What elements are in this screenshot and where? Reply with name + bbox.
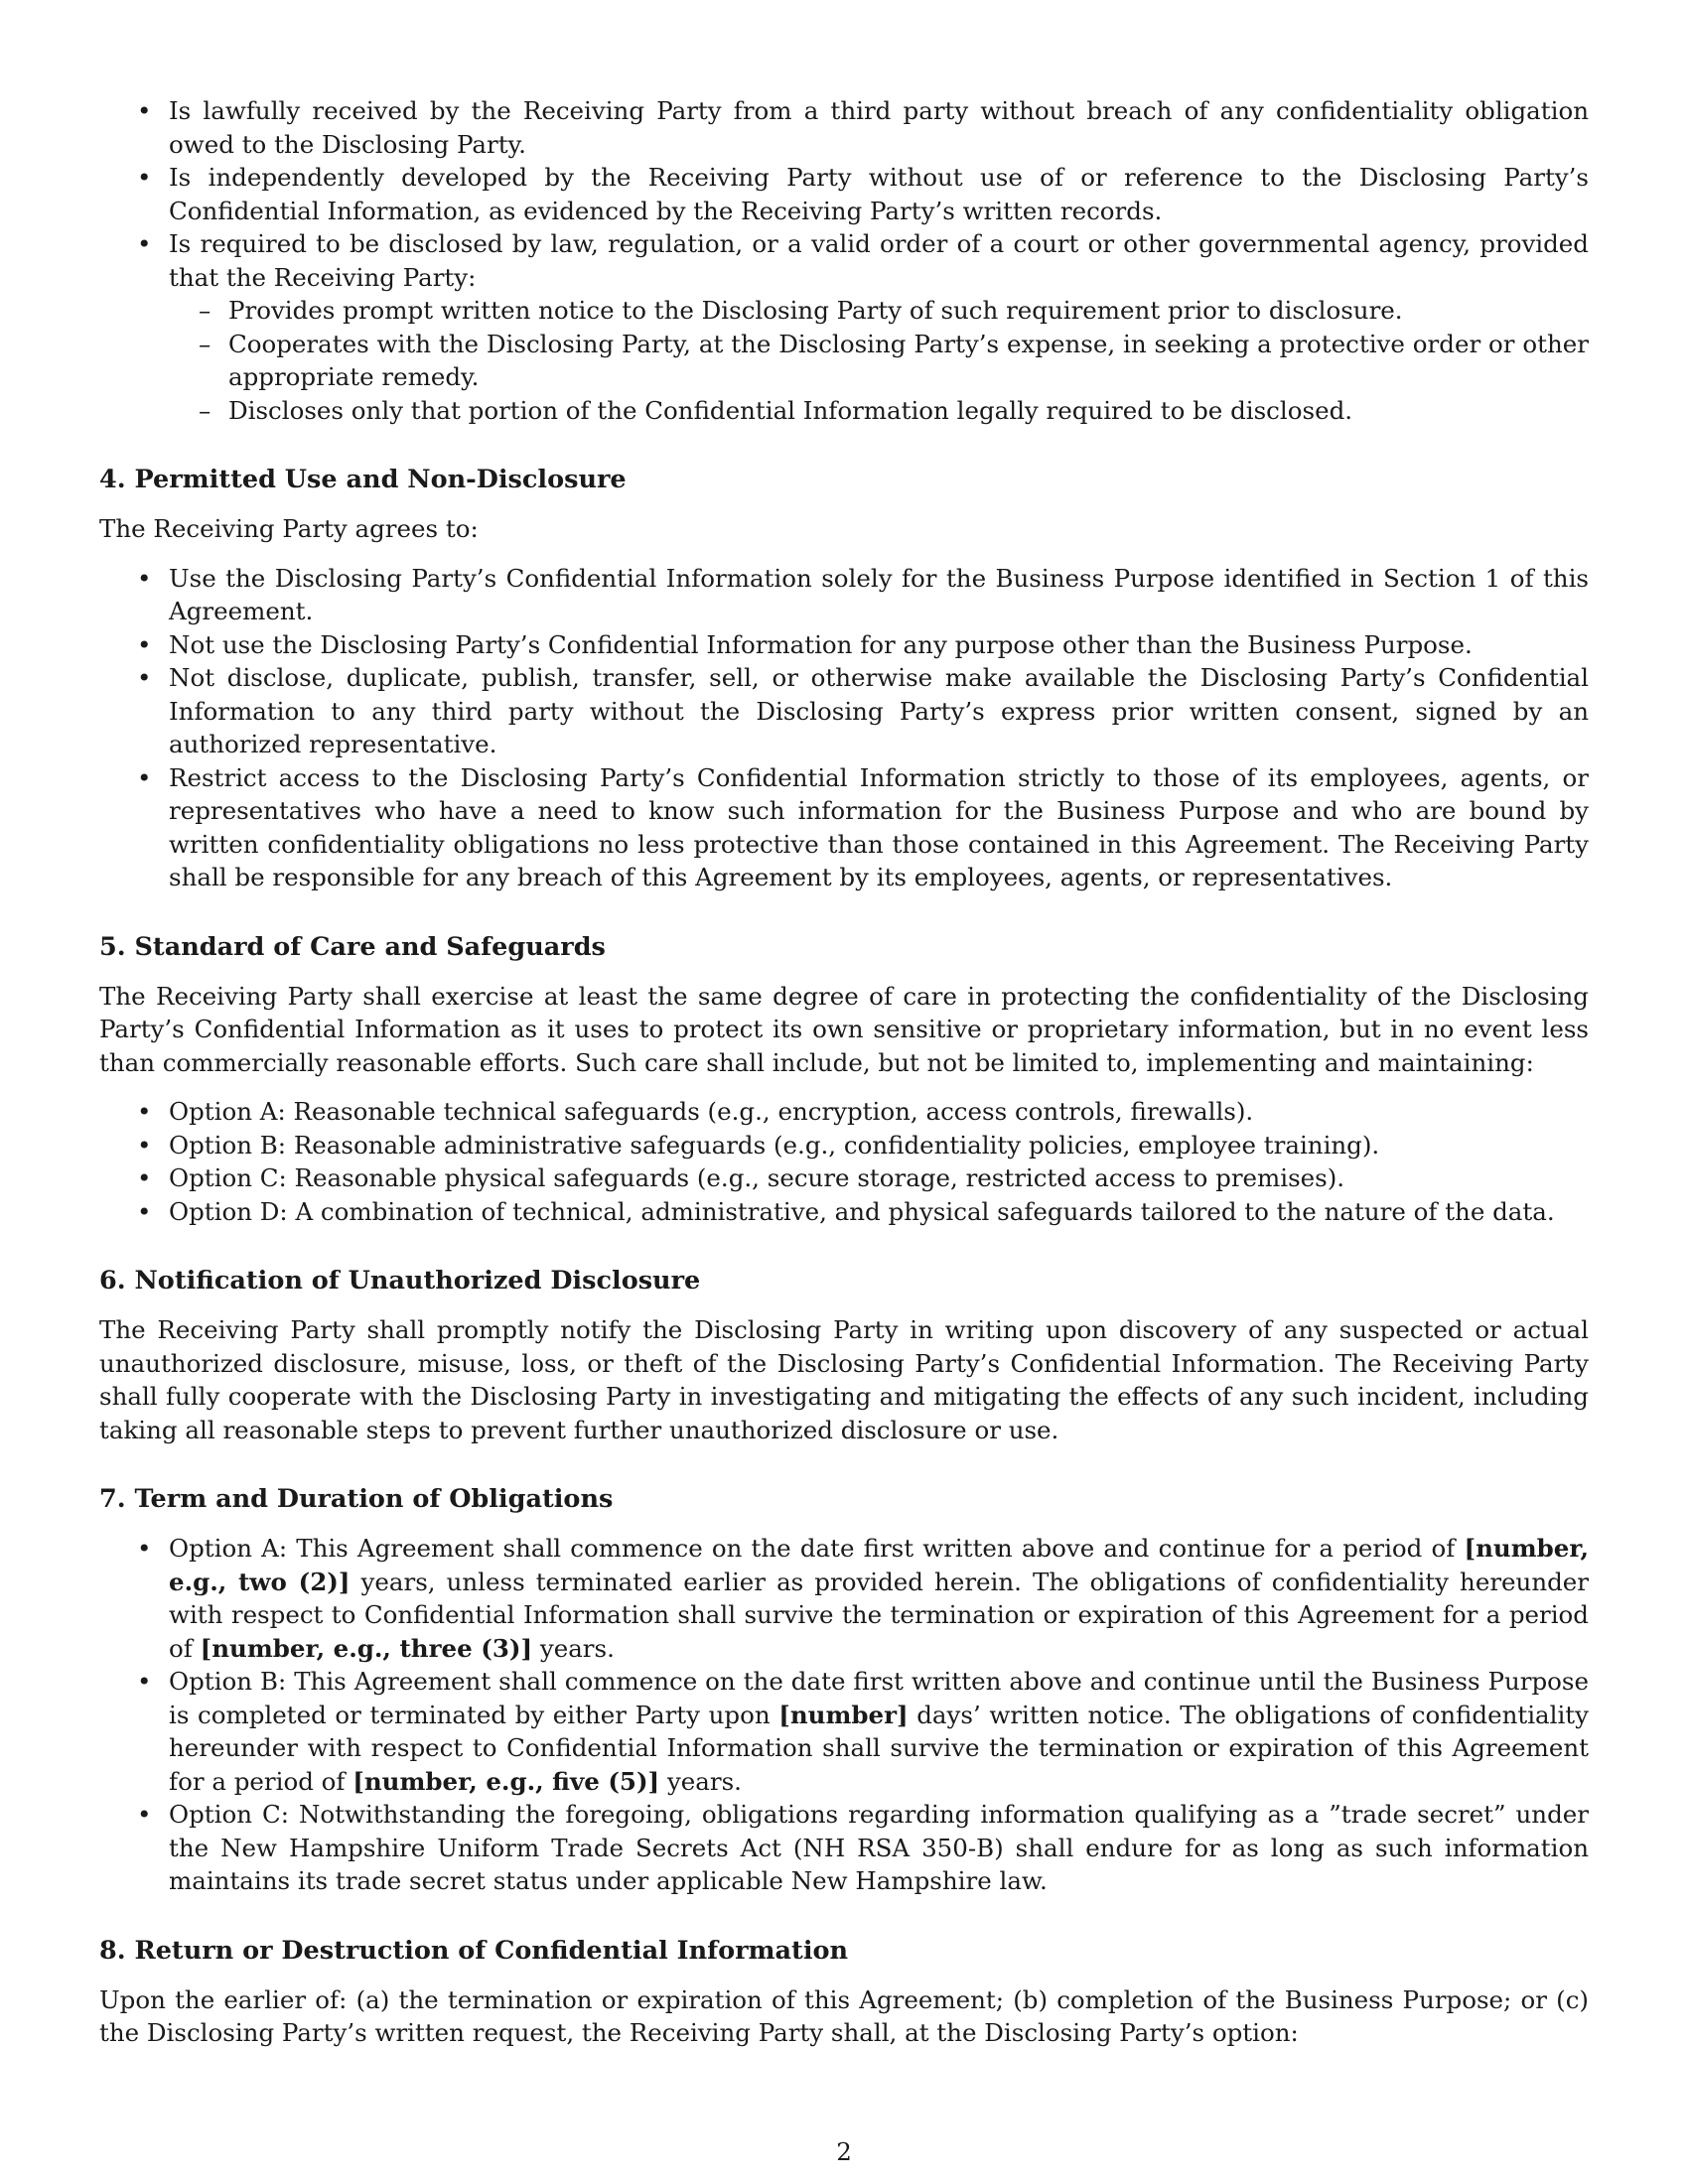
option-a-placeholder-2: [number, e.g., three (3)] bbox=[200, 1633, 533, 1663]
sublist-item: – Discloses only that portion of the Confidential Information legally required to be disclosed. bbox=[169, 394, 1589, 428]
list-item-option-a bbox=[99, 1532, 1589, 1665]
section-4-list bbox=[99, 562, 1589, 894]
option-b-placeholder-2: [number, e.g., five (5)] bbox=[352, 1766, 660, 1796]
list-item-option-c: • Option C: Notwithstanding the foregoing, obligations regarding information qualifying as a ”trade secret” under the New Hampshire Uniform Trade Secrets Act (NH RSA 350-B) shall endure for as long as such information maintains its trade secret status under applicable New Hampshire law. bbox=[99, 1798, 1589, 1898]
list-item: • Not disclose, duplicate, publish, transfer, sell, or otherwise make available the Disclosing Party’s Confidential Information to any third party without the Disclosing Party’s express prior written consent, signed by an authorized representative. bbox=[99, 661, 1589, 761]
section-8-heading: 8. Return or Destruction of Confidential Information bbox=[99, 1935, 849, 1966]
list-item: • Option A: Reasonable technical safeguards (e.g., encryption, access controls, firewalls). bbox=[99, 1095, 1589, 1129]
section-5-list bbox=[99, 1095, 1589, 1228]
list-item-option-b bbox=[99, 1665, 1589, 1798]
list-item bbox=[99, 227, 1589, 427]
section-4-heading: 4. Permitted Use and Non-Disclosure bbox=[99, 465, 627, 494]
page-number: 2 bbox=[836, 2137, 852, 2166]
section-5-intro: The Receiving Party shall exercise at least the same degree of care in protecting the confidentiality of the Disclosing Party’s Confidential Information as it uses to protect its own sensitive or proprietary information, but in no event less than commercially reasonable efforts. Such care shall include, but not be limited to, implementing and maintaining: bbox=[99, 981, 1589, 1077]
option-a-text-1: Option A: This Agreement shall commence on the date first written above and continue for a period of bbox=[169, 1534, 1465, 1563]
option-a-placeholder-1: [number, e.g., two (2)] bbox=[169, 1534, 1589, 1596]
required-disclosure-sublist bbox=[169, 294, 1589, 427]
sublist-item: – Provides prompt written notice to the Disclosing Party of such requirement prior to disclosure. bbox=[169, 294, 1589, 328]
list-item: • Restrict access to the Disclosing Party’s Confidential Information strictly to those of its employees, agents, or representatives who have a need to know such information for the Business Purpose and who are bound by written confidentiality obligations no less protective than those contained in this Agreement. The Receiving Party shall be responsible for any breach of this Agreement by its employees, agents, or representatives. bbox=[99, 761, 1589, 894]
list-item-text: Is required to be disclosed by law, regulation, or a valid order of a court or other governmental agency, provided that the Receiving Party: bbox=[169, 229, 1589, 292]
exclusions-list bbox=[99, 94, 1589, 427]
list-item: • Option D: A combination of technical, administrative, and physical safeguards tailored to the nature of the data. bbox=[99, 1195, 1589, 1229]
option-a-text-2: years, unless terminated earlier as provided herein. The obligations of confidentiality hereunder with respect to Confidential Information shall survive the termination or expiration of this Agreement for a period of bbox=[169, 1567, 1589, 1663]
section-6-body: The Receiving Party shall promptly notify the Disclosing Party in writing upon discovery of any suspected or actual unauthorized disclosure, misuse, loss, or theft of the Disclosing Party’s Confidential Information. The Receiving Party shall fully cooperate with the Disclosing Party in investigating and mitigating the effects of any such incident, including taking all reasonable steps to prevent further unauthorized disclosure or use. bbox=[99, 1315, 1589, 1444]
section-6-heading: 6. Notification of Unauthorized Disclosure bbox=[99, 1266, 701, 1296]
option-b-placeholder-1: [number] bbox=[778, 1700, 909, 1729]
sublist-item: – Cooperates with the Disclosing Party, at the Disclosing Party’s expense, in seeking a protective order or other appropriate remedy. bbox=[169, 328, 1589, 394]
list-item: • Is lawfully received by the Receiving Party from a third party without breach of any confidentiality obligation owed to the Disclosing Party. bbox=[99, 94, 1589, 161]
list-item: • Not use the Disclosing Party’s Confidential Information for any purpose other than the Business Purpose. bbox=[99, 628, 1589, 662]
section-8-body: Upon the earlier of: (a) the termination or expiration of this Agreement; (b) completion of the Business Purpose; or (c) the Disclosing Party’s written request, the Receiving Party shall, at the Disclosing Party’s option: bbox=[99, 1984, 1589, 2047]
section-4-intro: The Receiving Party agrees to: bbox=[99, 514, 479, 543]
section-7-list bbox=[99, 1532, 1589, 1898]
section-7-heading: 7. Term and Duration of Obligations bbox=[99, 1484, 614, 1514]
document-page bbox=[99, 94, 1589, 2066]
option-b-text-1: Option B: This Agreement shall commence on the date first written above and continue until the Business Purpose is completed or terminated by either Party upon bbox=[169, 1667, 1589, 1729]
section-5-heading: 5. Standard of Care and Safeguards bbox=[99, 931, 606, 962]
list-item: • Is independently developed by the Receiving Party without use of or reference to the Disclosing Party’s Confidential Information, as evidenced by the Receiving Party’s written records. bbox=[99, 161, 1589, 227]
option-b-text-2: days’ written notice. The obligations of confidentiality hereunder with respect to Confidential Information shall survive the termination or expiration of this Agreement for a period of bbox=[169, 1700, 1589, 1796]
option-b-text-3: years. bbox=[659, 1766, 742, 1796]
list-item: • Option B: Reasonable administrative safeguards (e.g., confidentiality policies, employee training). bbox=[99, 1129, 1589, 1162]
option-a-text-3: years. bbox=[532, 1633, 615, 1663]
list-item: • Use the Disclosing Party’s Confidential Information solely for the Business Purpose identified in Section 1 of this Agreement. bbox=[99, 562, 1589, 628]
list-item: • Option C: Reasonable physical safeguards (e.g., secure storage, restricted access to premises). bbox=[99, 1161, 1589, 1195]
